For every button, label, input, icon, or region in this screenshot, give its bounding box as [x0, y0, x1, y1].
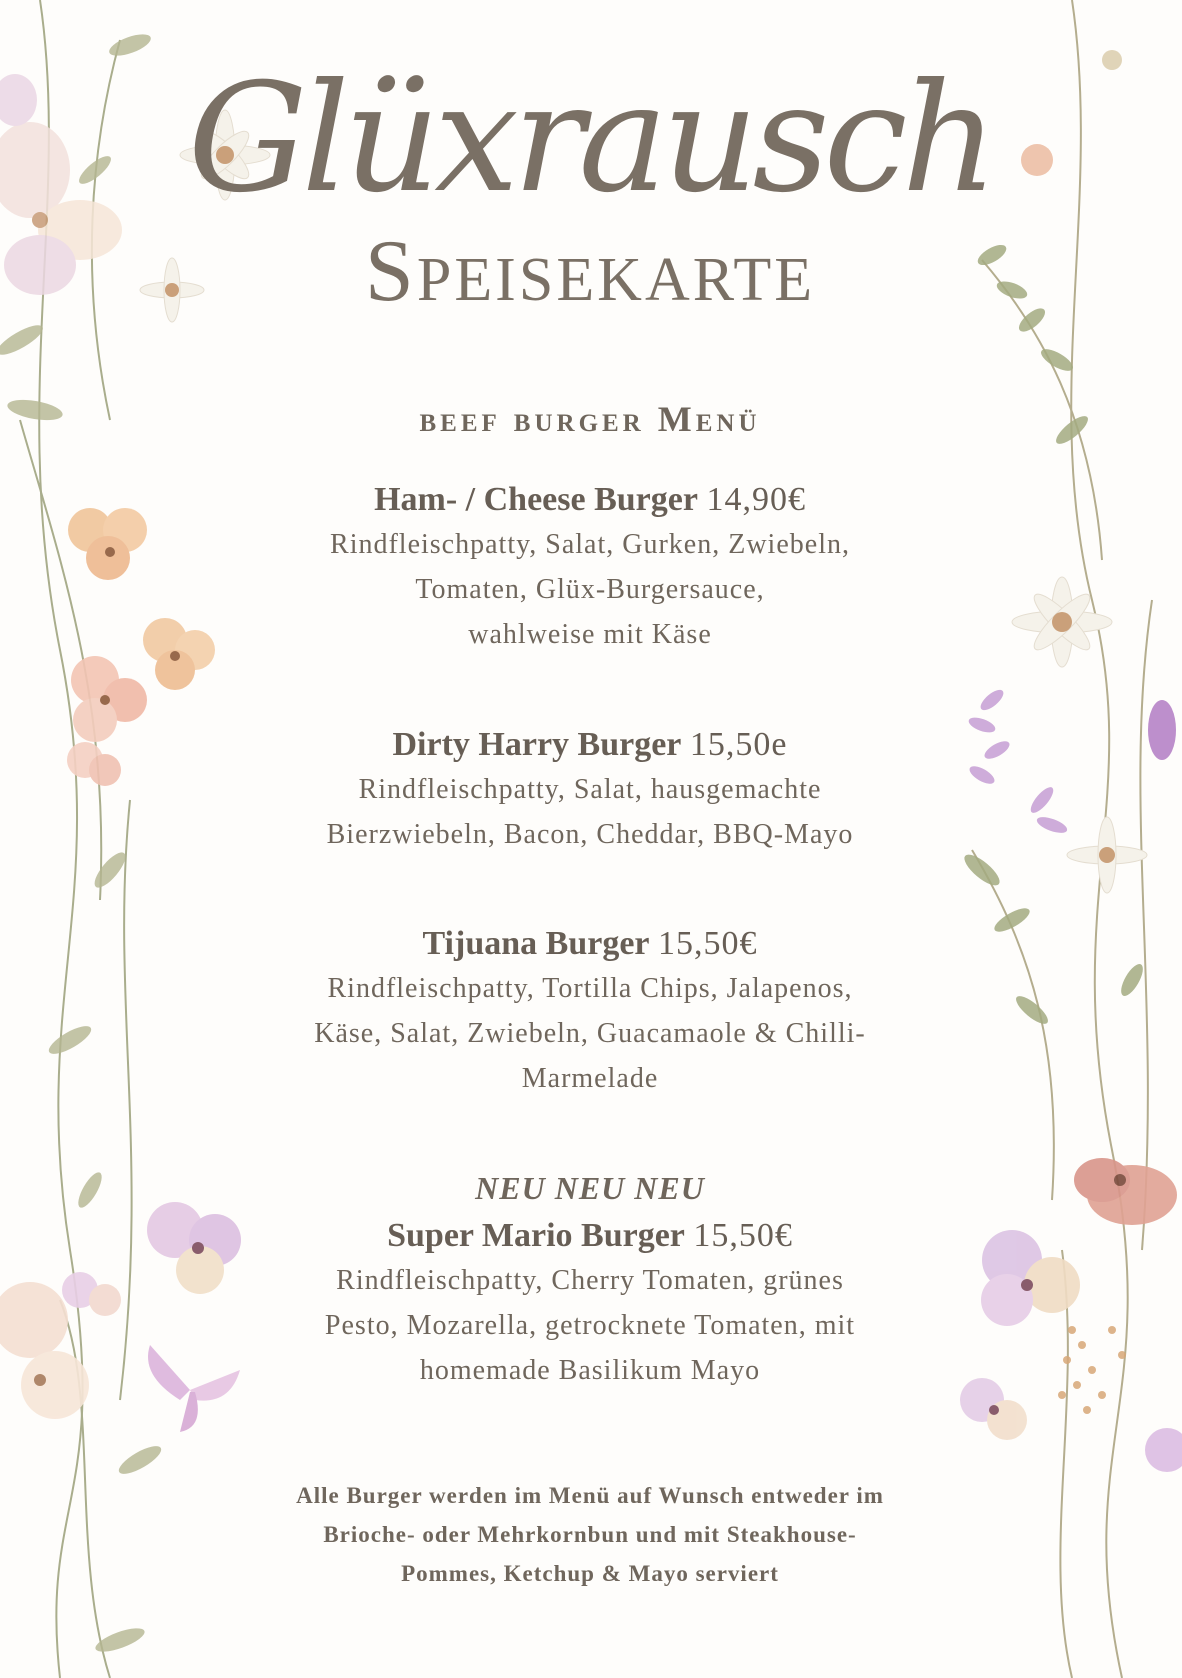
- item-price: 15,50e: [689, 726, 788, 763]
- new-badge: NEU NEU NEU: [475, 1170, 705, 1206]
- item-description: Rindfleischpatty, Salat, hausgemachte Bierzwiebeln, Bacon, Cheddar, BBQ-Mayo: [326, 774, 854, 850]
- item-name: Super Mario Burger: [387, 1217, 685, 1254]
- item-name: Dirty Harry Burger: [392, 726, 682, 763]
- menu-item-tijuana-burger: [240, 922, 940, 1101]
- floral-decoration-left: [0, 0, 270, 1678]
- item-price: 14,90€: [706, 481, 806, 518]
- item-price: 15,50€: [658, 925, 758, 962]
- page-title: Speisekarte: [364, 223, 816, 320]
- menu-item-dirty-harry-burger: [240, 723, 940, 857]
- floral-decoration-right: [952, 0, 1182, 1678]
- brand-logo: [187, 40, 993, 230]
- section-title: beef burger Menü: [419, 399, 761, 439]
- item-description: Rindfleischpatty, Salat, Gurken, Zwiebeln, Tomaten, Glüx-Burgersauce, wahlweise mit Käse: [330, 529, 850, 650]
- menu-item-super-mario-burger: [240, 1162, 940, 1393]
- footer-note: Alle Burger werden im Menü auf Wunsch entweder im Brioche- oder Mehrkornbun und mit Steakhouse- Pommes, Ketchup & Mayo serviert: [296, 1483, 884, 1586]
- item-name: Tijuana Burger: [422, 925, 650, 962]
- item-description: Rindfleischpatty, Tortilla Chips, Jalapenos, Käse, Salat, Zwiebeln, Guacamaole & Chilli- Marmelade: [314, 973, 866, 1094]
- svg-text:Glüxrausch: Glüxrausch: [187, 52, 993, 226]
- item-description: Rindfleischpatty, Cherry Tomaten, grünes Pesto, Mozarella, getrocknete Tomaten, mit homemade Basilikum Mayo: [324, 1265, 856, 1386]
- item-price: 15,50€: [693, 1217, 793, 1254]
- item-name: Ham- / Cheese Burger: [374, 481, 698, 518]
- menu-item-ham-cheese-burger: [240, 478, 940, 657]
